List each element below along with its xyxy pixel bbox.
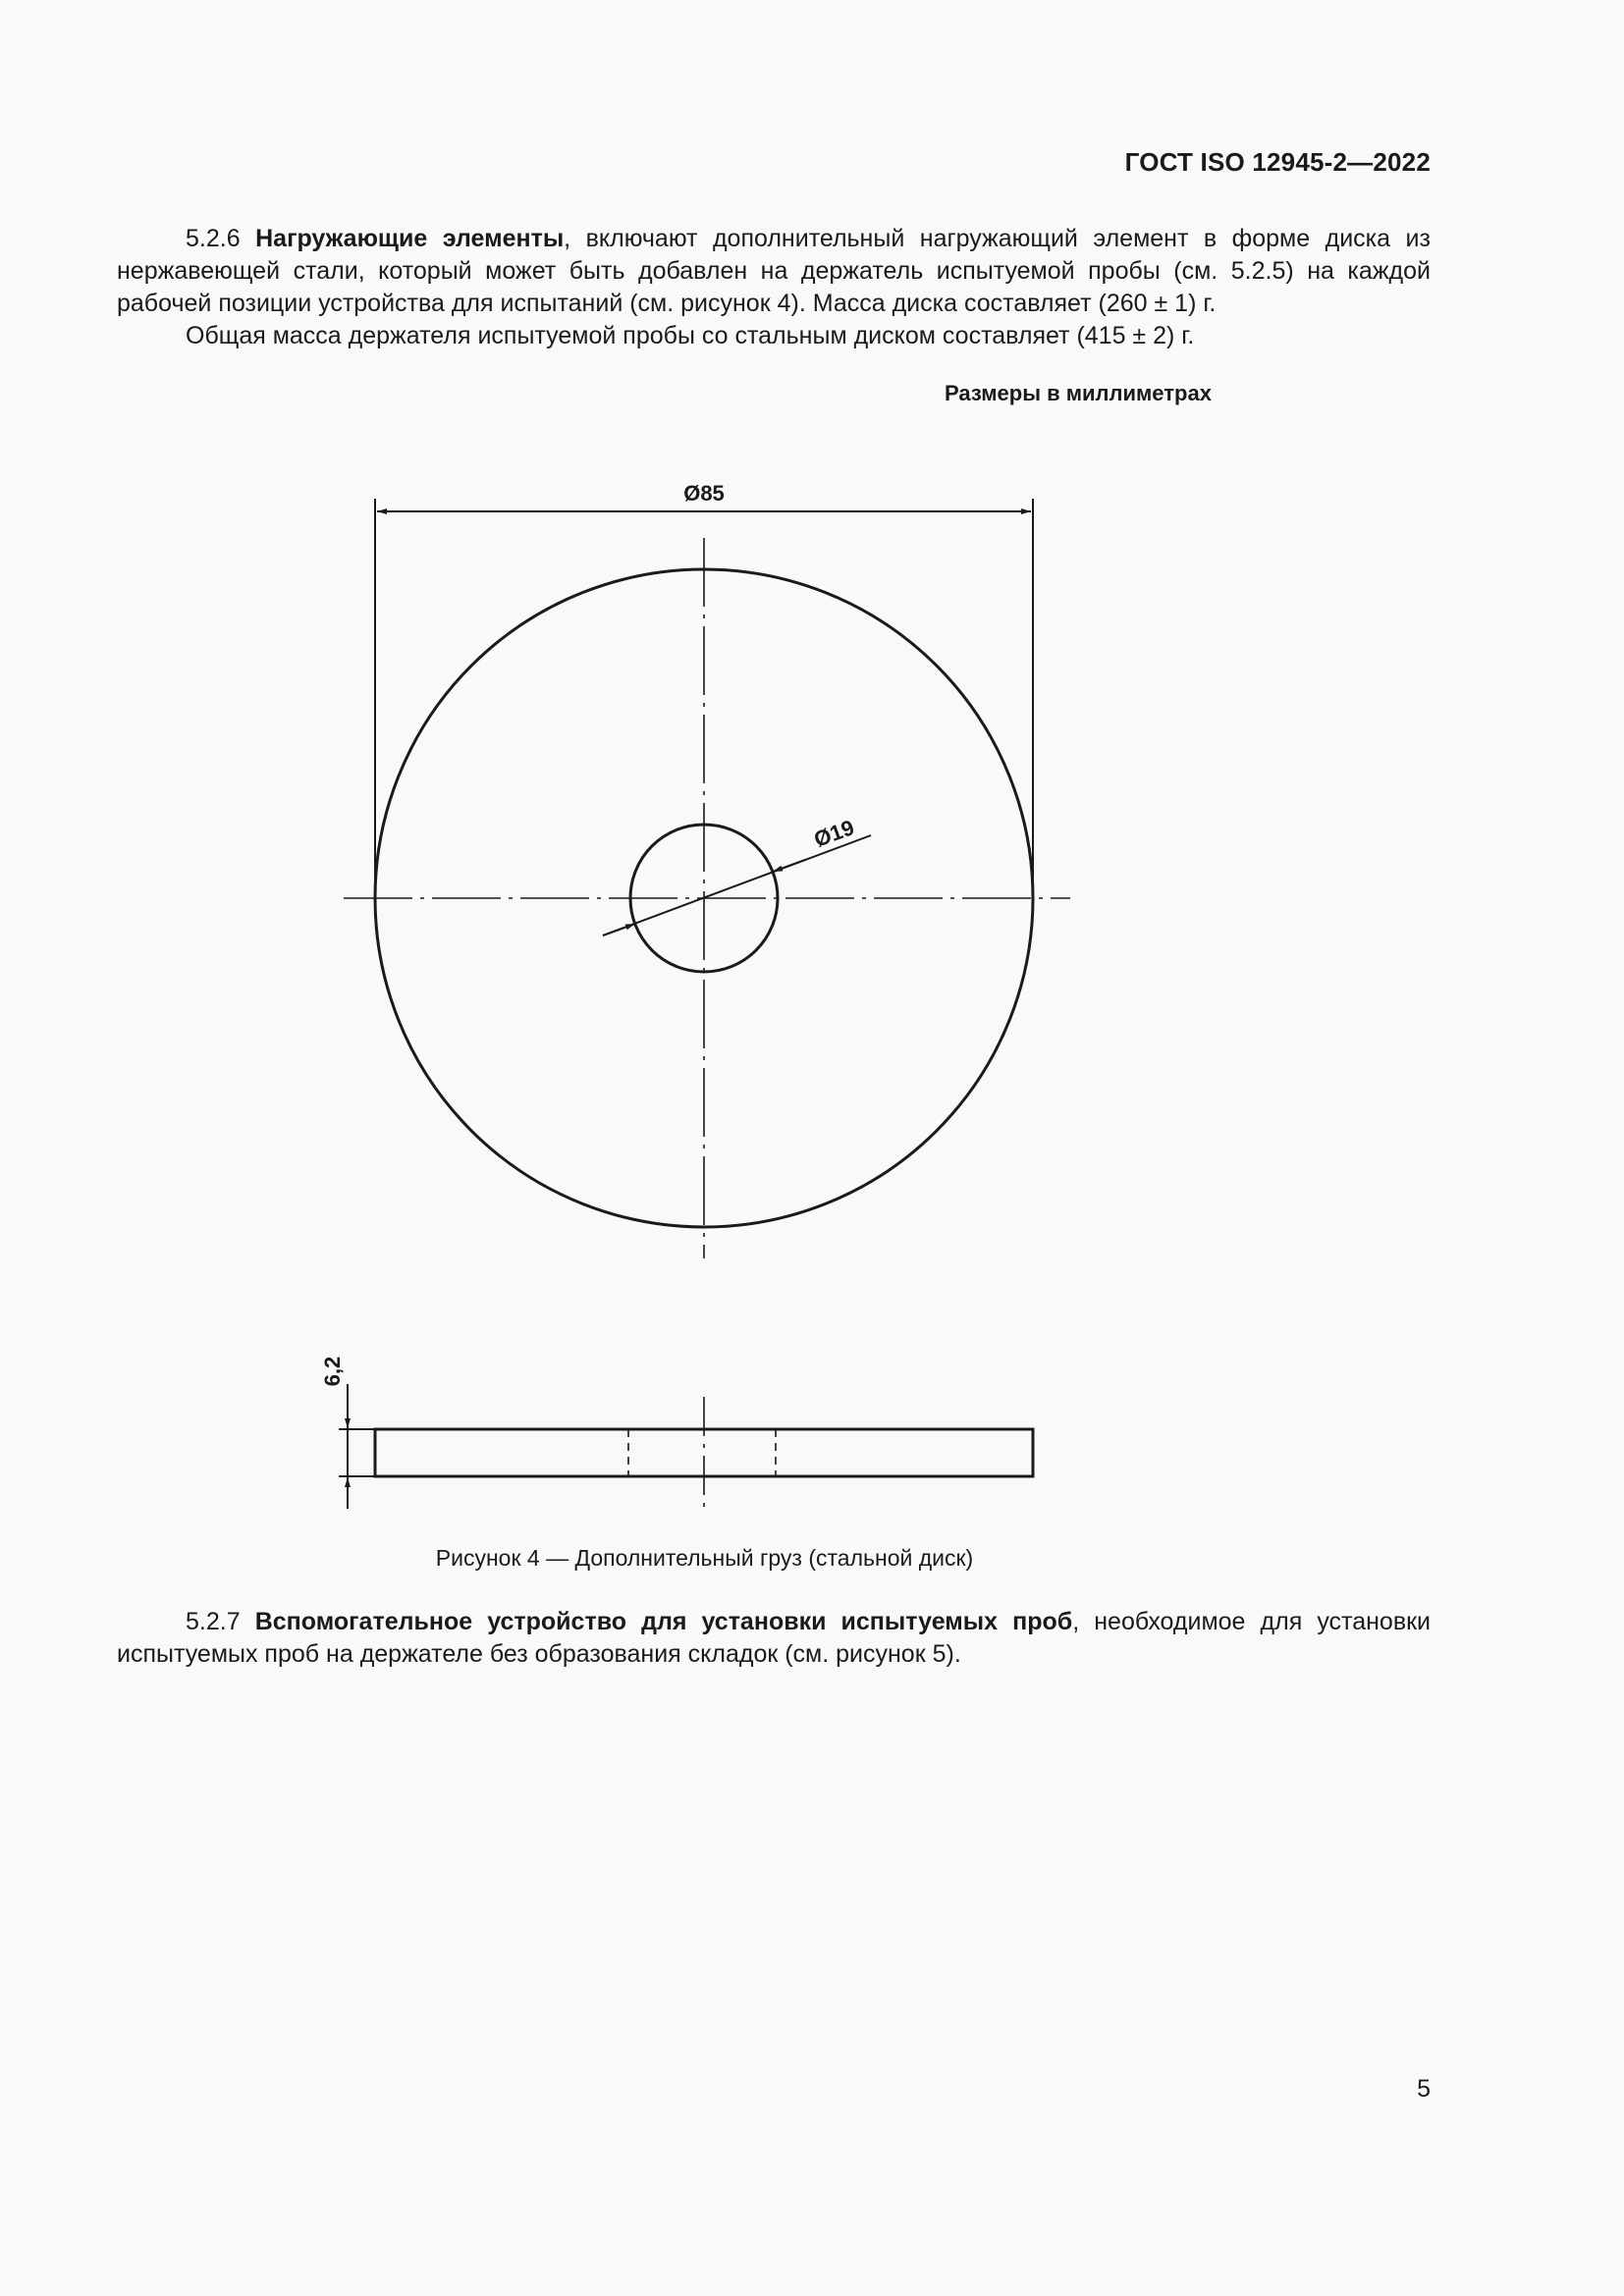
units-note: Размеры в миллиметрах bbox=[945, 381, 1212, 405]
section-text: , необходимое для установки испытуемых проб на держателе без образования складок (см. рисунок 5). bbox=[117, 1608, 1432, 1668]
section-text: , включают дополнительный нагружающий элемент в форме диска из нержавеющей стали, который может быть добавлен на держатель испытуемой пробы (см. 5.2.5) на каждой рабочей позиции устройства для испытаний (см. рисунок 4). Масса диска составляет (260 ± 1) г. bbox=[117, 225, 1431, 317]
dimension-arrow-inner-right bbox=[773, 860, 805, 872]
dimension-label-outer: Ø85 bbox=[683, 481, 725, 506]
figure-caption: Рисунок 4 — Дополнительный груз (стальной диск) bbox=[435, 1545, 974, 1571]
page-number: 5 bbox=[1417, 2075, 1431, 2103]
dimension-line-inner bbox=[603, 835, 871, 935]
section-title: Нагружающие элементы bbox=[255, 225, 565, 252]
section-number: 5.2.7 bbox=[186, 1608, 241, 1635]
section-number: 5.2.6 bbox=[186, 225, 241, 252]
dimension-arrow-inner-left bbox=[603, 924, 635, 935]
dimension-label-thickness: 6,2 bbox=[320, 1356, 345, 1387]
section-title: Вспомогательное устройство для установки испытуемых проб bbox=[254, 1608, 1073, 1635]
dimension-label-inner: Ø19 bbox=[810, 815, 858, 852]
section-text-2: Общая масса держателя испытуемой пробы со стальным диском составляет (415 ± 2) г. bbox=[186, 322, 1195, 349]
paragraph-5-2-7 bbox=[117, 1606, 1431, 1671]
document-code: ГОСТ ISO 12945-2—2022 bbox=[1124, 147, 1431, 177]
